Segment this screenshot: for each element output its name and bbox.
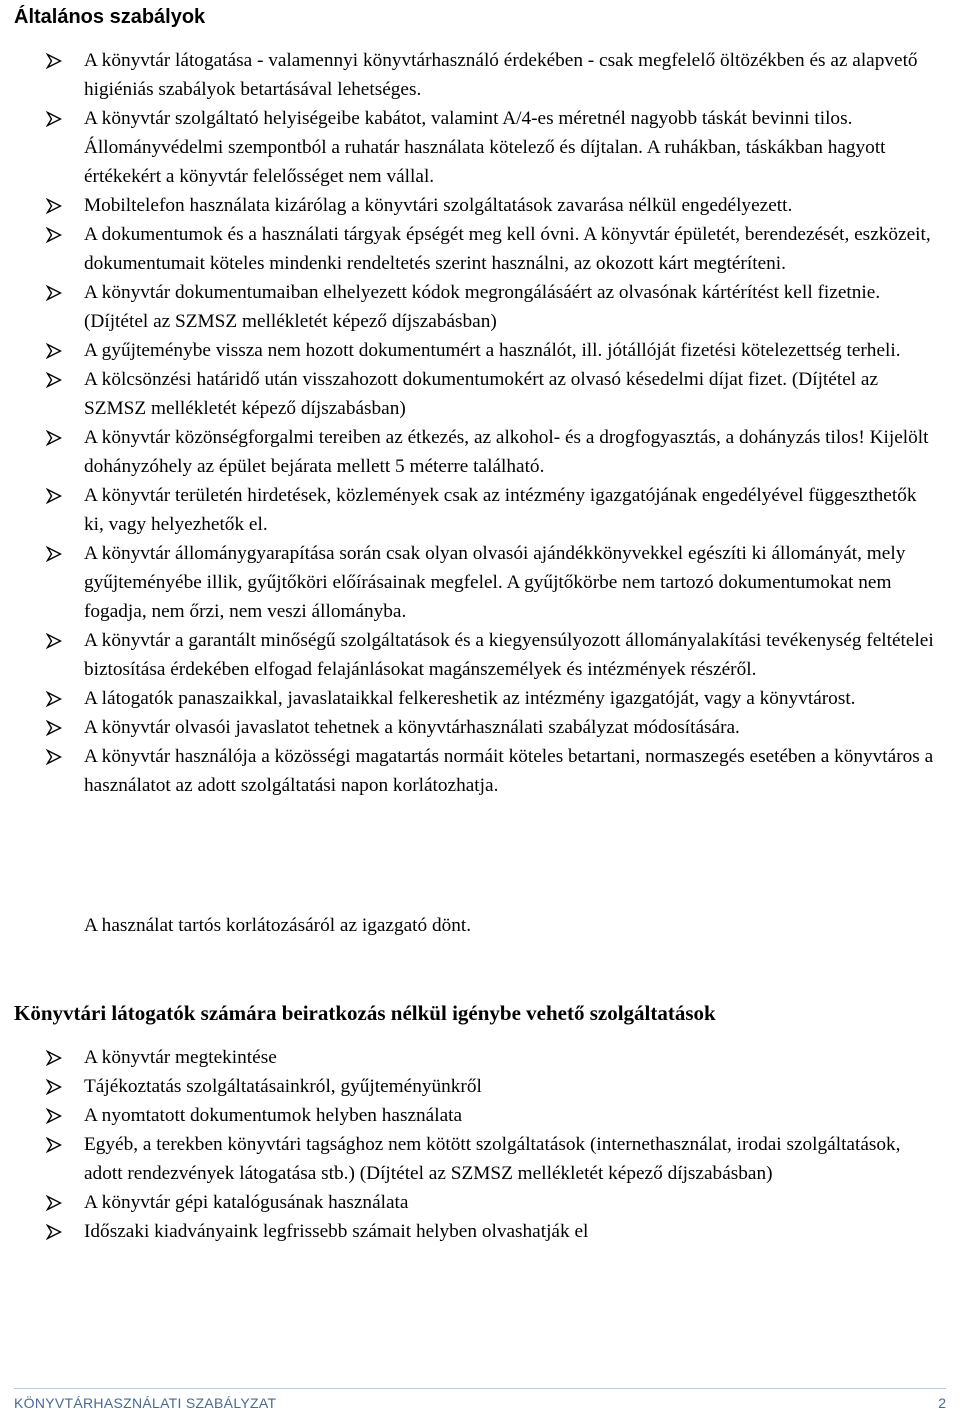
list-item	[0, 1130, 960, 1188]
list-item-text: A látogatók panaszaikkal, javaslataikkal felkereshetik az intézmény igazgatóját, vagy a könyvtárost.	[84, 688, 856, 709]
list-item-text: A könyvtár olvasói javaslatot tehetnek a könyvtárhasználati szabályzat módosítására.	[84, 717, 740, 738]
list-item	[0, 481, 960, 539]
list-item	[0, 220, 960, 278]
list-item	[0, 104, 960, 191]
list-item-text: A könyvtár használója a közösségi magatartás normáit köteles betartani, normaszegés esetében a könyvtáros a használatot az adott szolgáltatási napon korlátozhatja.	[84, 746, 934, 796]
list-item-text: Mobiltelefon használata kizárólag a könyvtári szolgáltatások zavarása nélkül engedélyezett.	[84, 195, 793, 216]
list-item	[0, 278, 960, 336]
list-item-text: A könyvtár szolgáltató helyiségeibe kabátot, valamint A/4-es méretnél nagyobb táskát bevinni tilos. Állományvédelmi szempontból a ruhatár használata kötelező és díjtalan. A ruhákban, táskákban hagyott értékekért a könyvtár felelősséget nem vállal.	[84, 108, 886, 187]
footer-divider	[14, 1388, 946, 1389]
list-item	[0, 1217, 960, 1246]
arrowhead-bullet-icon	[46, 1050, 62, 1066]
list-item-text: A kölcsönzési határidő után visszahozott dokumentumokért az olvasó késedelmi díjat fizet. (Díjtétel az SZMSZ mellékletét képező díjszabásban)	[84, 369, 879, 419]
list-item-text: Egyéb, a terekben könyvtári tagsághoz nem kötött szolgáltatások (internethasználat, irodai szolgáltatások, adott rendezvények látogatása stb.) (Díjtétel az SZMSZ mellékletét képező díjszabásban)	[84, 1134, 901, 1184]
arrowhead-bullet-icon	[46, 198, 62, 214]
list-item	[0, 1072, 960, 1101]
arrowhead-bullet-icon	[46, 343, 62, 359]
arrowhead-bullet-icon	[46, 53, 62, 69]
arrowhead-bullet-icon	[46, 488, 62, 504]
list-item-text: A könyvtár dokumentumaiban elhelyezett kódok megrongálásáért az olvasónak kártérítést kell fizetnie. (Díjtétel az SZMSZ mellékletét képező díjszabásban)	[84, 282, 881, 332]
arrowhead-bullet-icon	[46, 1137, 62, 1153]
arrowhead-bullet-icon	[46, 546, 62, 562]
arrowhead-bullet-icon	[46, 430, 62, 446]
footer-page-number: 2	[938, 1395, 946, 1411]
list-item-text: A könyvtár látogatása - valamennyi könyvtárhasználó érdekében - csak megfelelő öltözékben és az alapvető higiéniás szabályok betartásával lehetséges.	[84, 50, 918, 100]
services-list	[0, 1043, 960, 1246]
arrowhead-bullet-icon	[46, 1195, 62, 1211]
list-item	[0, 336, 960, 365]
list-item	[0, 1188, 960, 1217]
arrowhead-bullet-icon	[46, 1224, 62, 1240]
arrowhead-bullet-icon	[46, 227, 62, 243]
list-item-text: A könyvtár területén hirdetések, közlemények csak az intézmény igazgatójának engedélyével függeszthetők ki, vagy helyezhetők el.	[84, 485, 917, 535]
general-rules-list	[0, 46, 960, 800]
footer-document-title: KÖNYVTÁRHASZNÁLATI SZABÁLYZAT	[14, 1395, 277, 1411]
list-item	[0, 626, 960, 684]
list-item	[0, 365, 960, 423]
list-item-text: A könyvtár közönségforgalmi tereiben az étkezés, az alkohol- és a drogfogyasztás, a dohányzás tilos! Kijelölt dohányzóhely az épület bejárata mellett 5 méterre található.	[84, 427, 929, 477]
list-item-text: Tájékoztatás szolgáltatásainkról, gyűjteményünkről	[84, 1076, 482, 1097]
arrowhead-bullet-icon	[46, 691, 62, 707]
list-item	[0, 539, 960, 626]
arrowhead-bullet-icon	[46, 720, 62, 736]
list-item	[0, 742, 960, 800]
list-item	[0, 1101, 960, 1130]
arrowhead-bullet-icon	[46, 1108, 62, 1124]
list-item	[0, 713, 960, 742]
list-item-text: A könyvtár gépi katalógusának használata	[84, 1192, 409, 1213]
list-item	[0, 46, 960, 104]
section-title-general-rules: Általános szabályok	[14, 6, 206, 28]
list-item	[0, 423, 960, 481]
list-item	[0, 684, 960, 713]
list-item-text: A dokumentumok és a használati tárgyak épségét meg kell óvni. A könyvtár épületét, berendezését, eszközeit, dokumentumait köteles mindenki rendeltetés szerint használni, az okozott kárt megtéríteni.	[84, 224, 931, 274]
list-item-text: Időszaki kiadványaink legfrissebb számait helyben olvashatják el	[84, 1221, 589, 1242]
list-item-text: A könyvtár a garantált minőségű szolgáltatások és a kiegyensúlyozott állományalakítási tevékenység feltételei biztosítása érdekében elfogad felajánlásokat magánszemélyek és intézmények részéről.	[84, 630, 934, 680]
arrowhead-bullet-icon	[46, 285, 62, 301]
section-title-services: Könyvtári látogatók számára beiratkozás nélkül igénybe vehető szolgáltatások	[14, 1001, 716, 1025]
arrowhead-bullet-icon	[46, 111, 62, 127]
arrowhead-bullet-icon	[46, 372, 62, 388]
arrowhead-bullet-icon	[46, 749, 62, 765]
list-item-text: A könyvtár megtekintése	[84, 1047, 277, 1068]
list-item	[0, 191, 960, 220]
list-item-text: A gyűjteménybe vissza nem hozott dokumentumért a használót, ill. jótállóját fizetési kötelezettség terheli.	[84, 340, 901, 361]
list-item-text: A nyomtatott dokumentumok helyben használata	[84, 1105, 463, 1126]
rules-continuation: A használat tartós korlátozásáról az igazgató dönt.	[84, 915, 472, 936]
arrowhead-bullet-icon	[46, 633, 62, 649]
arrowhead-bullet-icon	[46, 1079, 62, 1095]
list-item-text: A könyvtár állománygyarapítása során csak olyan olvasói ajándékkönyvekkel egészíti ki állományát, mely gyűjteményébe illik, gyűjtőköri előírásainak megfelel. A gyűjtőkörbe nem tartozó dokumentumokat nem fogadja, nem őrzi, nem veszi állományba.	[84, 543, 906, 622]
list-item	[0, 1043, 960, 1072]
